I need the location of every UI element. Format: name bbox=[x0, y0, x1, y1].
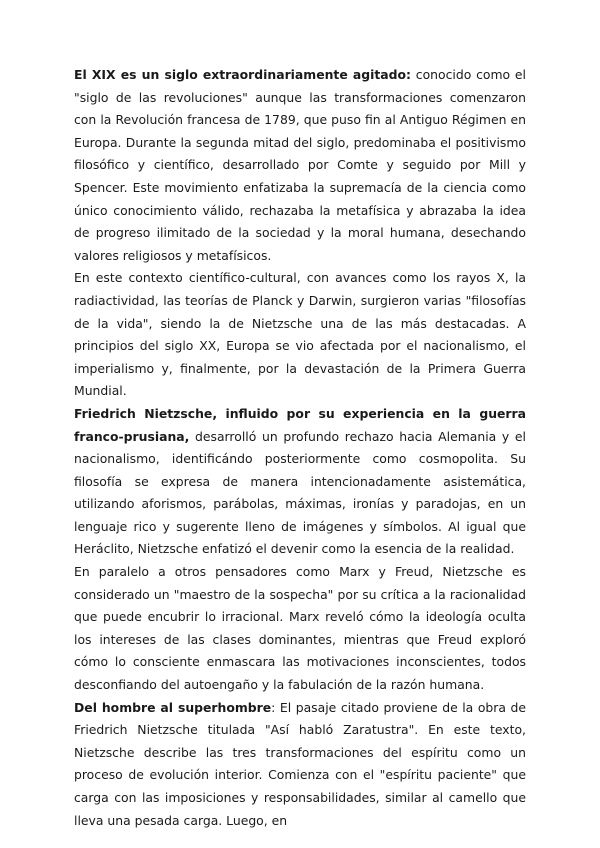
paragraph-masters-of-suspicion bbox=[74, 561, 526, 697]
paragraph-text: En este contexto científico-cultural, con avances como los rayos X, la radiactividad, las teorías de Planck y Darwin, surgieron varias "filosofías de la vida", siendo la de Nietzsche una de las más destacadas. A principios del siglo XX, Europa se vio afectada por el nacionalismo, el imperialismo y, finalmente, por la devastación de la Primera Guerra Mundial. bbox=[74, 270, 526, 399]
paragraph-xix-century bbox=[74, 64, 526, 267]
paragraph-text: : El pasaje citado proviene de la obra de Friedrich Nietzsche titulada "Así habló Zaratustra". En este texto, Nietzsche describe las tres transformaciones del espíritu como un proceso de evolución interior. Comienza con el "espíritu paciente" que carga con las imposiciones y responsabilidades, similar al camello que lleva una pesada carga. Luego, en bbox=[74, 699, 526, 828]
paragraph-scientific-context bbox=[74, 267, 526, 403]
paragraph-superman bbox=[74, 697, 526, 833]
paragraph-lead: El XIX es un siglo extraordinariamente agitado: bbox=[74, 67, 412, 82]
paragraph-nietzsche bbox=[74, 403, 526, 561]
paragraph-text: desarrolló un profundo rechazo hacia Alemania y el nacionalismo, identificándo posteriormente como cosmopolita. Su filosofía se expresa de manera intencionadamente asistemática, utilizando aforismos, parábolas, máximas, ironías y paradojas, en un lenguaje rico y sugerente lleno de imágenes y símbolos. Al igual que Heráclito, Nietzsche enfatizó el devenir como la esencia de la realidad. bbox=[74, 428, 526, 557]
paragraph-lead: Del hombre al superhombre bbox=[74, 699, 272, 715]
paragraph-text: conocido como el "siglo de las revoluciones" aunque las transformaciones comenzaron con la Revolución francesa de 1789, que puso fin al Antiguo Régimen en Europa. Durante la segunda mitad del siglo, predominaba el positivismo filosófico y científico, desarrollado por Comte y seguido por Mill y Spencer. Este movimiento enfatizaba la supremacía de la ciencia como único conocimiento válido, rechazaba la metafísica y abrazaba la idea de progreso ilimitado de la sociedad y la moral humana, desechando valores religiosos y metafísicos. bbox=[74, 67, 526, 263]
document-page bbox=[74, 64, 526, 832]
paragraph-text: En paralelo a otros pensadores como Marx y Freud, Nietzsche es considerado un "maestro de la sospecha" por su crítica a la racionalidad que puede encubrir lo irracional. Marx reveló cómo la ideología oculta los intereses de las clases dominantes, mientras que Freud exploró cómo lo consciente enmascara las motivaciones inconscientes, todos desconfiando del autoengaño y la fabulación de la razón humana. bbox=[74, 564, 526, 693]
paragraph-lead: Friedrich Nietzsche, influido por su experiencia en la guerra franco-prusiana, bbox=[74, 405, 526, 444]
